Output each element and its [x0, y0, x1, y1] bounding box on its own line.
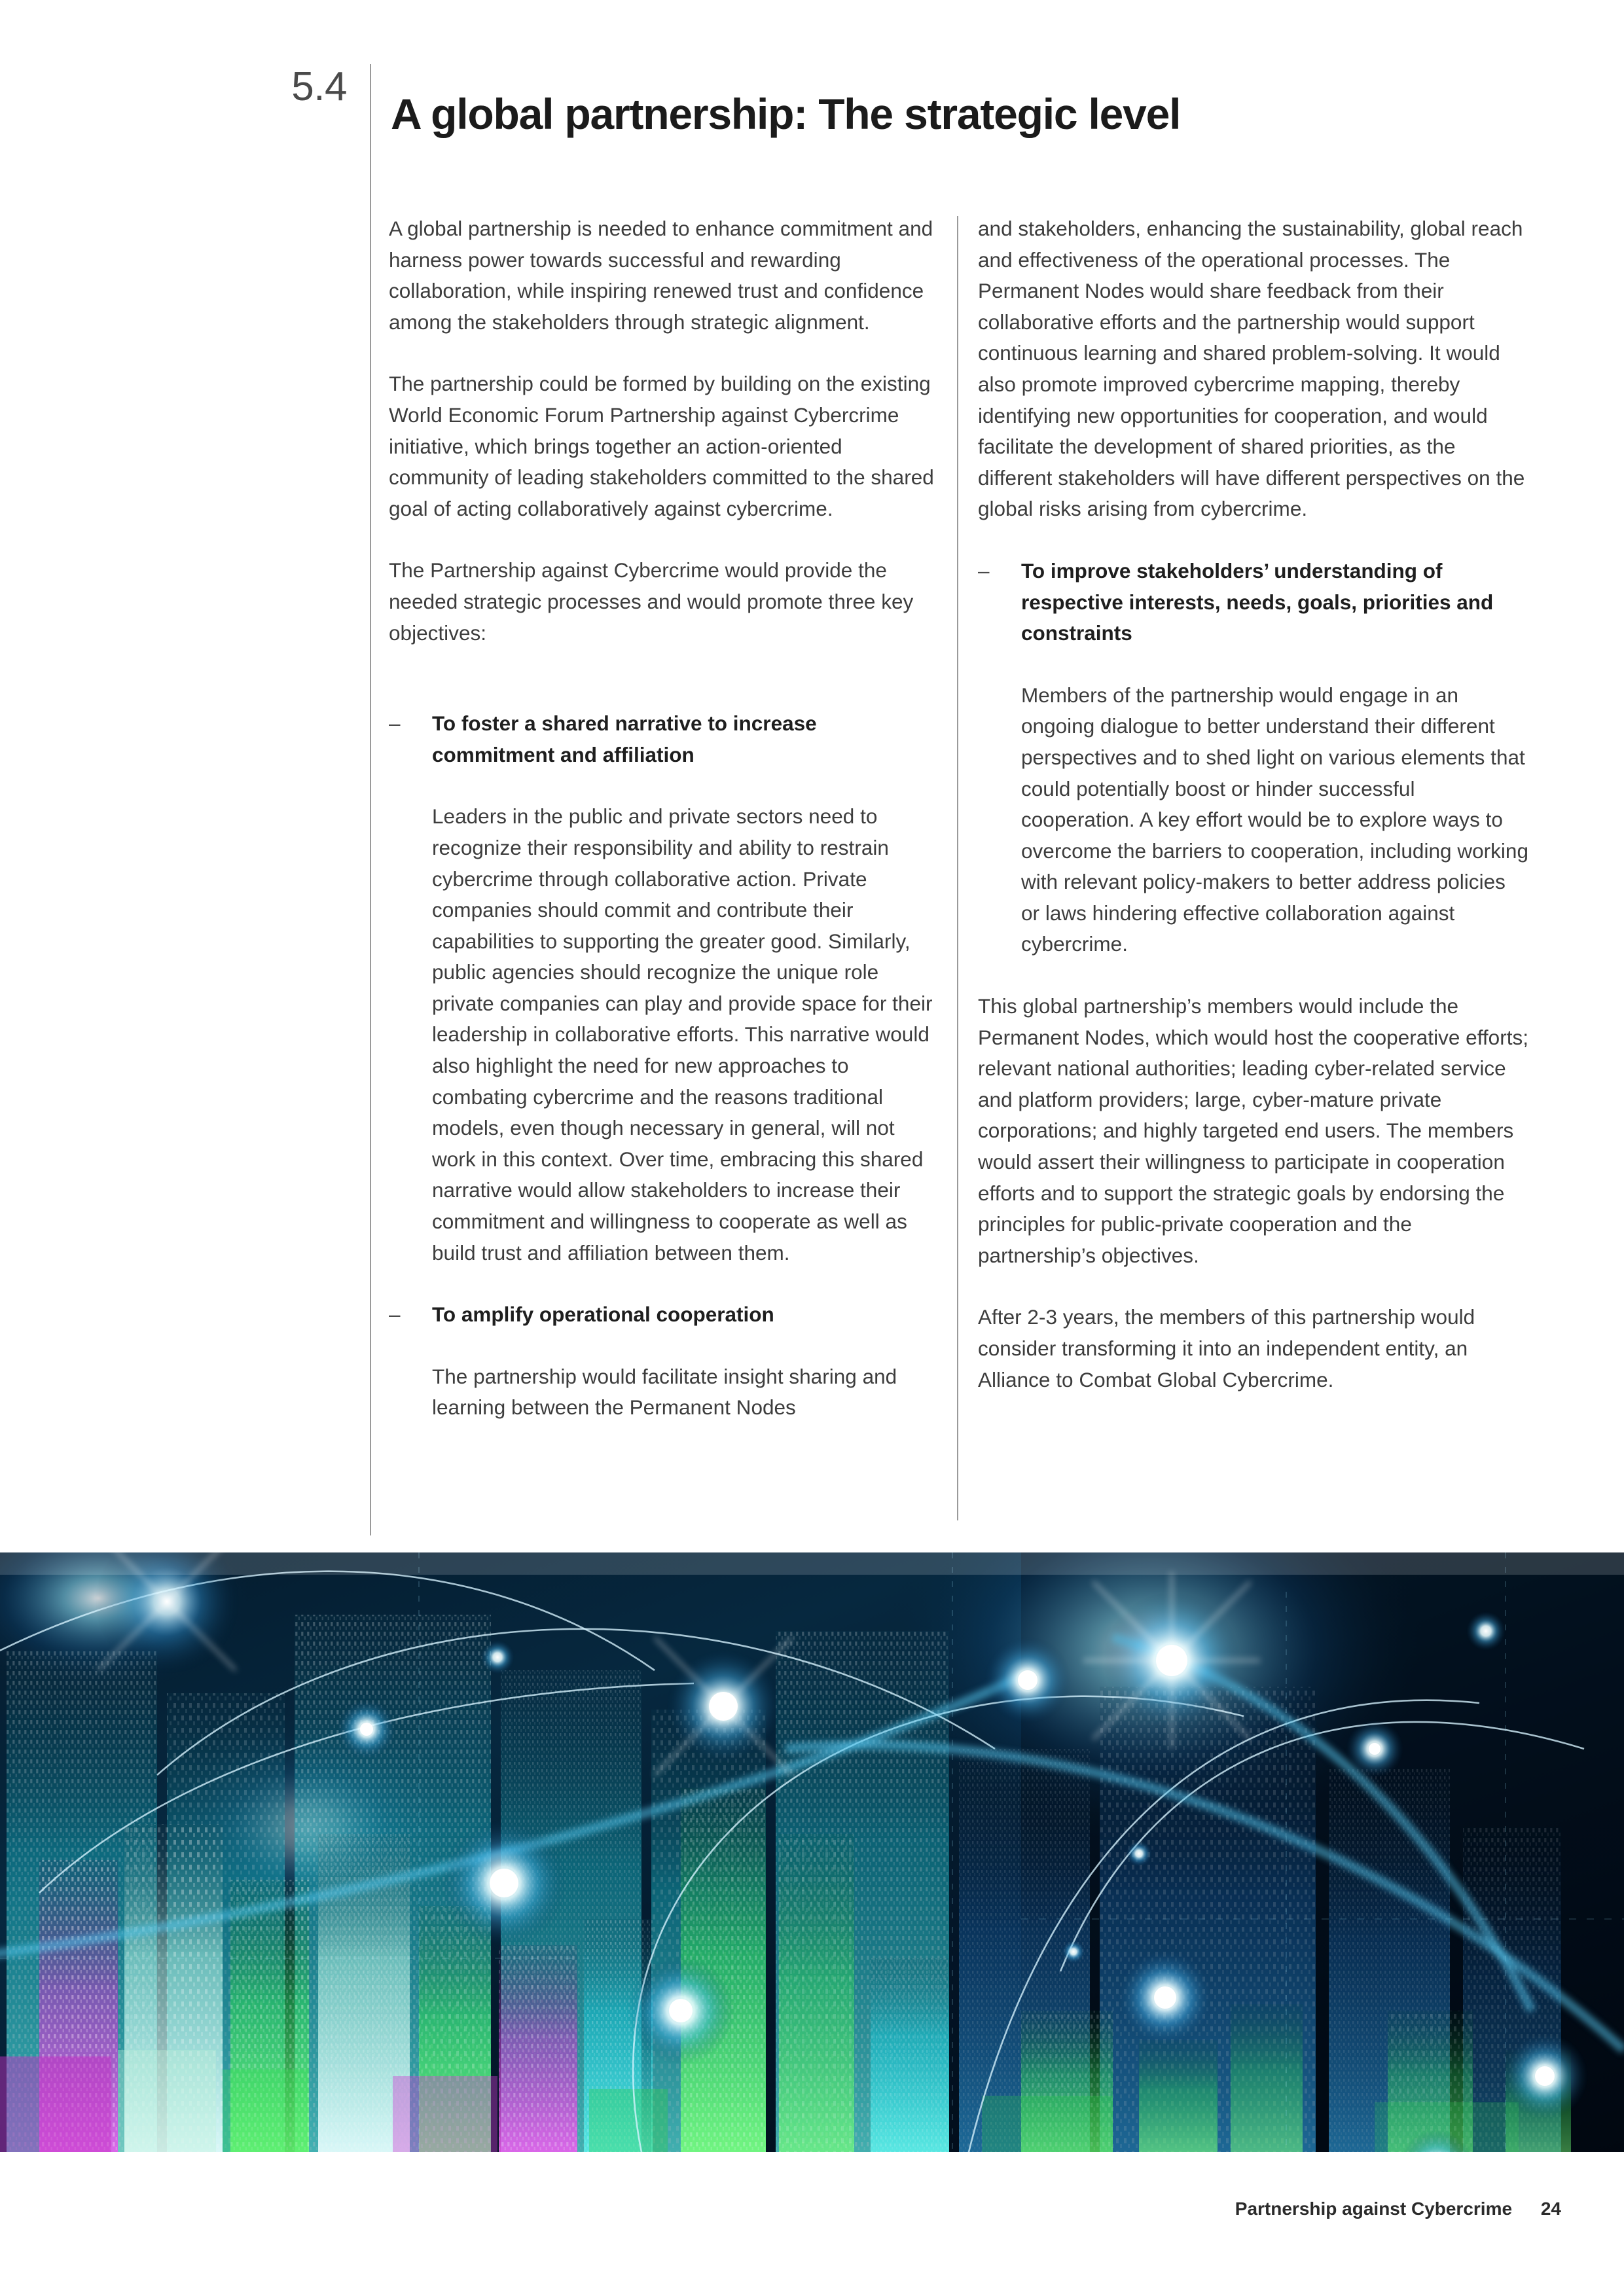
- page-header: [0, 63, 1624, 141]
- paragraph-intro: A global partnership is needed to enhance commitment and harness power towards successful and rewarding collaboration, while inspiring renewed trust and confidence among the stakeholders through strategic alignment.: [389, 217, 933, 334]
- section-number: 5.4: [291, 64, 347, 109]
- objective-2-heading-text: To amplify operational cooperation: [432, 1302, 774, 1327]
- header-vertical-rule: [370, 64, 371, 1535]
- paragraph-continuation: and stakeholders, enhancing the sustainability, global reach and effectiveness of the operational processes. The Permanent Nodes would share feedback from their collaborative efforts and the partnership would support continuous learning and shared problem-solving. It would also promote improved cybercrime mapping, thereby identifying new opportunities for cooperation, and would facilitate the development of shared priorities, as the different stakeholders will have different perspectives on the global risks arising from cybercrime.: [978, 217, 1525, 521]
- dash-bullet-icon: –: [389, 711, 401, 736]
- objective-3-heading: [978, 556, 1529, 649]
- paragraph-three-objectives: The Partnership against Cybercrime would provide the needed strategic processes and would promote three key objectives:: [389, 558, 914, 645]
- objective-3-heading-text: To improve stakeholders’ understanding of respective interests, needs, goals, priorities and constraints: [1021, 558, 1494, 645]
- spacer: [389, 679, 940, 708]
- page-title: A global partnership: The strategic level: [391, 90, 1181, 139]
- objective-3-body: Members of the partnership would engage in an ongoing dialogue to better understand their different perspectives and to shed light on various elements that could potentially boost or hinder successful cooperation. A key effort would be to explore ways to overcome the barriers to cooperation, including working with relevant policy-makers to better address policies or laws hindering effective collaboration against cybercrime.: [1021, 683, 1529, 956]
- objective-1-body: Leaders in the public and private sectors need to recognize their responsibility and ability to restrain cybercrime through collaborative action. Private companies should commit and contribute their capabilities to supporting the greater good. Similarly, public agencies should recognize the unique role private companies can play and provide space for their leadership in collaborative efforts. This narrative would also highlight the need for new approaches to combating cybercrime and the reasons traditional models, even though necessary in general, will not work in this context. Over time, embracing this shared narrative would allow stakeholders to increase their commitment and willingness to cooperate as well as build trust and affiliation between them.: [432, 804, 933, 1265]
- objective-2-body: The partnership would facilitate insight sharing and learning between the Permanent Nodes: [432, 1364, 897, 1420]
- paragraph-members: This global partnership’s members would include the Permanent Nodes, which would host the cooperative efforts; relevant national authorities; leading cyber-related service and platform providers; large, cyber-mature private corporations; and highly targeted end users. The members would assert their willingness to participate in cooperation efforts and to support the strategic goals by endorsing the principles for public-private cooperation and the partnership’s objectives.: [978, 994, 1529, 1267]
- dash-bullet-icon: –: [389, 1302, 401, 1327]
- right-column: [978, 213, 1529, 1426]
- paragraph-wef-initiative: The partnership could be formed by building on the existing World Economic Forum Partnership against Cybercrime initiative, which brings together an action-oriented community of leading stakeholders committed to the shared goal of acting collaboratively against cybercrime.: [389, 372, 934, 520]
- footer-document-title: Partnership against Cybercrime: [1235, 2198, 1513, 2219]
- dash-bullet-icon: –: [978, 558, 990, 583]
- objective-1-heading-text: To foster a shared narrative to increase commitment and affiliation: [432, 711, 817, 766]
- cityscape-graphic: [0, 1552, 1624, 2152]
- hero-image-digital-cityscape: [0, 1552, 1624, 2152]
- objective-1-heading: [389, 708, 940, 770]
- footer-page-number: 24: [1540, 2198, 1561, 2219]
- objective-2-heading: [389, 1299, 940, 1331]
- left-column: [389, 213, 940, 1424]
- page-footer: [1235, 2198, 1561, 2220]
- paragraph-alliance: After 2-3 years, the members of this partnership would consider transforming it into an independent entity, an Alliance to Combat Global Cybercrime.: [978, 1305, 1475, 1391]
- column-vertical-rule: [957, 216, 958, 1520]
